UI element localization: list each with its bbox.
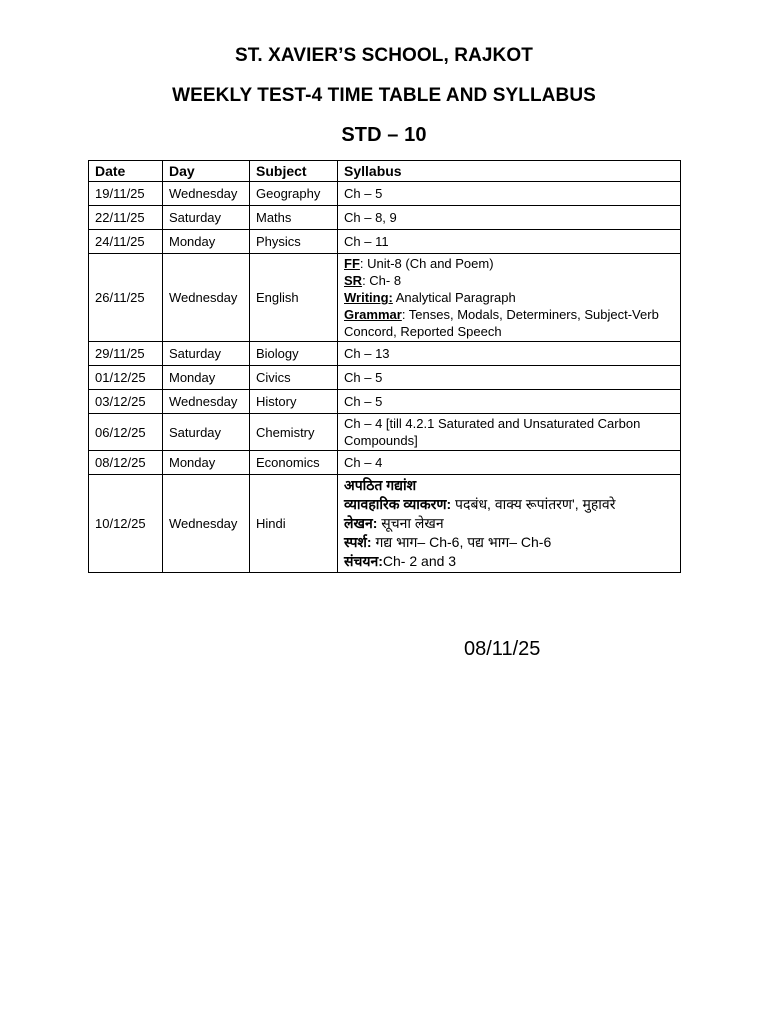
day-cell: Monday <box>163 366 250 390</box>
syllabus-cell: Ch – 11 <box>338 230 681 254</box>
date-cell: 22/11/25 <box>89 206 163 230</box>
syllabus-label: स्पर्श: <box>344 534 372 550</box>
subject-cell: English <box>250 254 338 342</box>
subject-cell: Hindi <box>250 475 338 573</box>
table-row <box>89 475 681 573</box>
syllabus-cell: Ch – 5 <box>338 366 681 390</box>
date-cell: 03/12/25 <box>89 390 163 414</box>
syllabus-text: : Tenses, Modals, Determiners, Subject-Verb Concord, Reported Speech <box>344 307 659 339</box>
syllabus-text: : Unit-8 (Ch and Poem) <box>359 256 494 271</box>
subject-cell: Biology <box>250 342 338 366</box>
day-cell: Wednesday <box>163 475 250 573</box>
column-header-subject: Subject <box>250 161 338 182</box>
table-row <box>89 182 681 206</box>
standard-label: STD – 10 <box>341 124 427 146</box>
table-row <box>89 451 681 475</box>
subject-cell: Chemistry <box>250 414 338 451</box>
date-cell: 06/12/25 <box>89 414 163 451</box>
date-cell: 08/12/25 <box>89 451 163 475</box>
day-cell: Wednesday <box>163 254 250 342</box>
date-cell: 19/11/25 <box>89 182 163 206</box>
date-cell: 24/11/25 <box>89 230 163 254</box>
syllabus-label: FF <box>344 256 360 271</box>
syllabus-label: संचयन: <box>344 553 383 569</box>
syllabus-cell: Ch – 8, 9 <box>338 206 681 230</box>
issue-date: 08/11/25 <box>464 638 541 660</box>
date-cell: 01/12/25 <box>89 366 163 390</box>
syllabus-label: Grammar <box>344 307 402 322</box>
table-row <box>89 206 681 230</box>
timetable <box>88 160 681 573</box>
syllabus-label: SR <box>344 273 363 288</box>
table-row <box>89 342 681 366</box>
syllabus-text: सूचना लेखन <box>377 515 444 531</box>
day-cell: Monday <box>163 230 250 254</box>
date-cell: 10/12/25 <box>89 475 163 573</box>
column-header-day: Day <box>163 161 250 182</box>
table-row <box>89 390 681 414</box>
table-row <box>89 254 681 342</box>
date-cell: 29/11/25 <box>89 342 163 366</box>
day-cell: Wednesday <box>163 182 250 206</box>
subject-cell: Physics <box>250 230 338 254</box>
subject-cell: Civics <box>250 366 338 390</box>
syllabus-text: गद्य भाग– Ch-6, पद्य भाग– Ch-6 <box>371 534 552 550</box>
syllabus-text: Ch- 2 and 3 <box>382 553 457 569</box>
column-header-date: Date <box>89 161 163 182</box>
syllabus-label: अपठित गद्यांश <box>344 477 417 493</box>
table-row <box>89 366 681 390</box>
date-cell: 26/11/25 <box>89 254 163 342</box>
syllabus-label: Writing: <box>344 290 393 305</box>
syllabus-cell: Ch – 4 <box>338 451 681 475</box>
document-title: WEEKLY TEST-4 TIME TABLE AND SYLLABUS <box>172 85 596 106</box>
day-cell: Wednesday <box>163 390 250 414</box>
syllabus-cell <box>338 254 681 342</box>
day-cell: Saturday <box>163 206 250 230</box>
syllabus-label: व्यावहारिक व्याकरण: <box>344 496 452 512</box>
school-name: ST. XAVIER’S SCHOOL, RAJKOT <box>235 45 533 66</box>
day-cell: Saturday <box>163 342 250 366</box>
syllabus-cell: Ch – 5 <box>338 182 681 206</box>
subject-cell: History <box>250 390 338 414</box>
syllabus-cell: Ch – 4 [till 4.2.1 Saturated and Unsaturated Carbon Compounds] <box>338 414 681 451</box>
syllabus-text: : Ch- 8 <box>362 273 402 288</box>
table-row <box>89 230 681 254</box>
table-header-row <box>89 161 681 182</box>
subject-cell: Maths <box>250 206 338 230</box>
syllabus-label: लेखन: <box>344 515 378 531</box>
table-row <box>89 414 681 451</box>
day-cell: Saturday <box>163 414 250 451</box>
syllabus-cell: Ch – 13 <box>338 342 681 366</box>
subject-cell: Geography <box>250 182 338 206</box>
subject-cell: Economics <box>250 451 338 475</box>
syllabus-text: पदबंध, वाक्य रूपांतरण', मुहावरे <box>451 496 616 512</box>
syllabus-text: Analytical Paragraph <box>392 290 516 305</box>
syllabus-cell <box>338 475 681 573</box>
syllabus-cell: Ch – 5 <box>338 390 681 414</box>
column-header-syllabus: Syllabus <box>338 161 681 182</box>
day-cell: Monday <box>163 451 250 475</box>
